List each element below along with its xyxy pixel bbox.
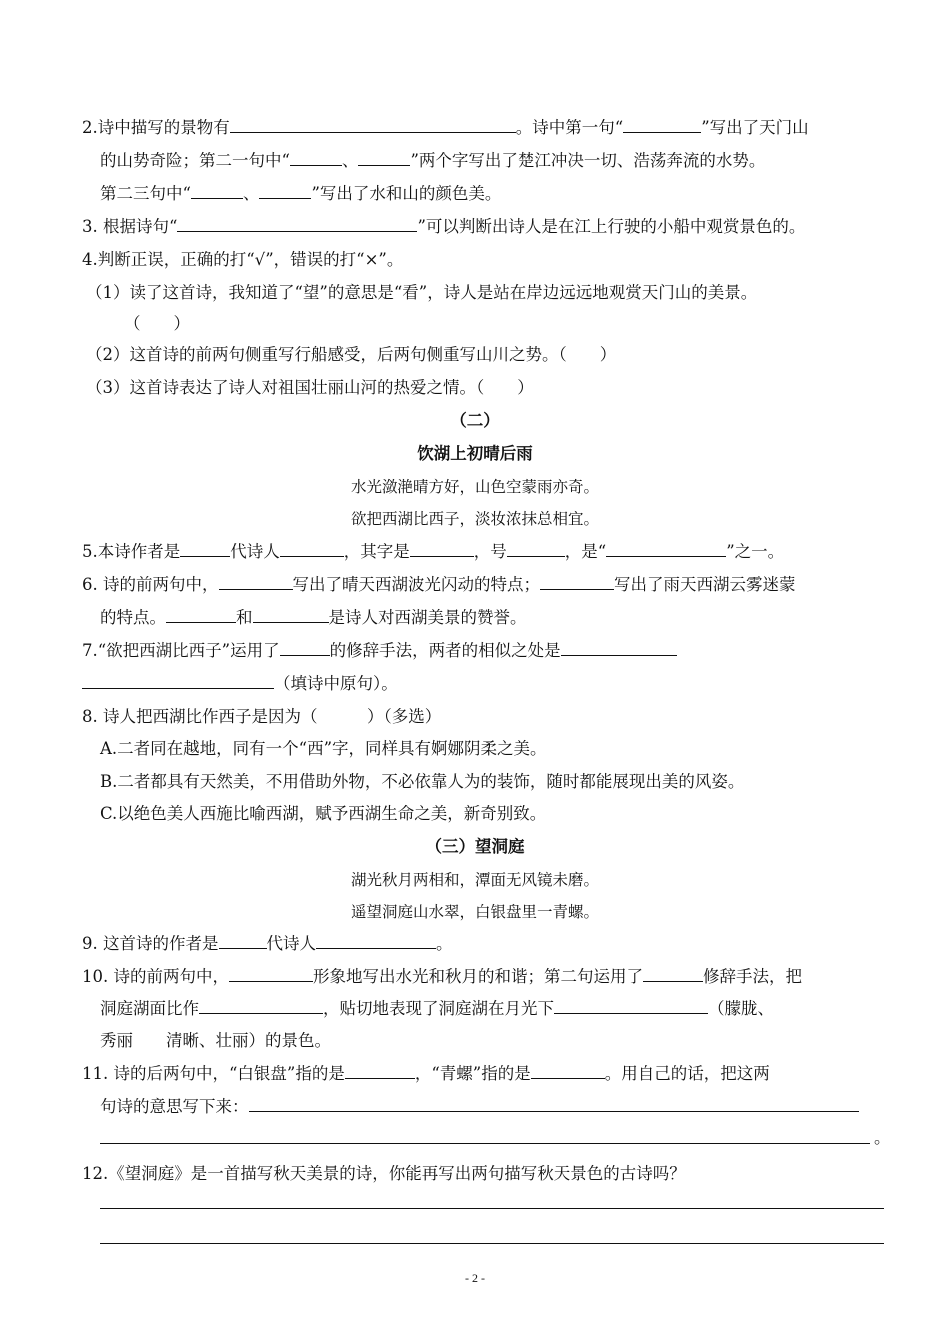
q4-statement-3: （3）这首诗表达了诗人对祖国壮丽山河的热爱之情。（ ） [86, 378, 534, 397]
q12-answer-line-2[interactable] [100, 1243, 884, 1244]
answer-blank[interactable] [410, 541, 474, 557]
answer-blank[interactable] [290, 150, 342, 166]
q4-statement-1: （1）读了这首诗，我知道了“望”的意思是“看”，诗人是站在岸边远远地观赏天门山的美景。 [86, 283, 758, 302]
section-3-heading: （三）望洞庭 [425, 837, 525, 856]
q8-option-a[interactable]: A.二者同在越地，同有一个“西”字，同样具有婀娜阴柔之美。 [100, 739, 547, 758]
answer-blank[interactable] [507, 541, 565, 557]
section-2-heading: （二） [450, 411, 500, 430]
q3-line: 3. 根据诗句“ ”可以判断出诗人是在江上行驶的小船中观赏景色的。 [82, 217, 806, 236]
q8-title: 8. 诗人把西湖比作西子是因为（ ）（多选） [82, 707, 442, 726]
q5-line: 5.本诗作者是 代诗人 ，其字是 ，号 ，是“ ”之一。 [82, 542, 785, 561]
answer-blank[interactable] [561, 640, 677, 656]
q6-line2: 的特点。 和 是诗人对西湖美景的赞誉。 [100, 608, 527, 627]
answer-blank[interactable] [249, 1096, 859, 1112]
q8-option-c[interactable]: C.以绝色美人西施比喻西湖，赋予西湖生命之美，新奇别致。 [100, 804, 547, 823]
answer-blank[interactable] [229, 966, 313, 982]
answer-blank[interactable] [219, 574, 293, 590]
q4-statement-2: （2）这首诗的前两句侧重写行船感受，后两句侧重写山川之势。（ ） [86, 345, 617, 364]
q2-line1: 2.诗中描写的景物有 。诗中第一句“ ”写出了天门山 [82, 118, 809, 137]
q10-line1: 10. 诗的前两句中， 形象地写出水光和秋月的和谐；第二句运用了 修辞手法，把 [82, 967, 802, 986]
q11-line1: 11. 诗的后两句中，“白银盘”指的是 ，“青螺”指的是 。用自己的话，把这两 [82, 1064, 770, 1083]
answer-blank[interactable] [191, 183, 243, 199]
answer-blank[interactable] [623, 117, 701, 133]
q11-line2: 句诗的意思写下来： [100, 1096, 859, 1118]
q4-title: 4.判断正误，正确的打“√”，错误的打“×”。 [82, 250, 404, 269]
poem-title: 饮湖上初晴后雨 [417, 444, 533, 463]
q2-line2: 的山势奇险；第二一句中“ 、 ”两个字写出了楚江冲决一切、浩荡奔流的水势。 [100, 151, 766, 170]
q12-answer-line-1[interactable] [100, 1208, 884, 1209]
q4-statement-1-bracket[interactable]: （ ） [124, 314, 190, 333]
answer-blank[interactable] [606, 541, 726, 557]
page-number: - 2 - [465, 1271, 485, 1285]
answer-blank[interactable] [199, 998, 323, 1014]
answer-blank[interactable] [82, 673, 274, 689]
answer-blank[interactable] [180, 541, 230, 557]
answer-blank[interactable] [280, 541, 344, 557]
answer-blank[interactable] [253, 607, 329, 623]
poem-line-1: 水光潋滟晴方好，山色空蒙雨亦奇。 [350, 478, 599, 496]
answer-blank[interactable] [230, 117, 516, 133]
answer-blank[interactable] [345, 1063, 415, 1079]
answer-blank[interactable] [259, 183, 311, 199]
q11-period: 。 [874, 1128, 891, 1147]
q10-line3: 秀丽 清晰、壮丽）的景色。 [100, 1031, 331, 1050]
answer-blank[interactable] [540, 574, 614, 590]
answer-blank[interactable] [219, 933, 267, 949]
answer-blank[interactable] [280, 640, 330, 656]
poem-line-2: 欲把西湖比西子，淡妆浓抹总相宜。 [350, 510, 599, 528]
q8-option-b[interactable]: B.二者都具有天然美，不用借助外物，不必依靠人为的装饰，随时都能展现出美的风姿。 [100, 772, 745, 791]
q10-line2: 洞庭湖面比作 ，贴切地表现了洞庭湖在月光下 （朦胧、 [100, 999, 774, 1018]
answer-blank[interactable] [554, 998, 708, 1014]
poem3-line-2: 遥望洞庭山水翠，白银盘里一青螺。 [350, 903, 599, 921]
q11-answer-line[interactable] [100, 1143, 870, 1144]
answer-blank[interactable] [643, 966, 703, 982]
answer-blank[interactable] [177, 216, 417, 232]
q12-question: 12.《望洞庭》是一首描写秋天美景的诗，你能再写出两句描写秋天景色的古诗吗？ [82, 1164, 686, 1183]
poem3-line-1: 湖光秋月两相和，潭面无风镜未磨。 [350, 871, 599, 889]
answer-blank[interactable] [358, 150, 410, 166]
q2-line3: 第二三句中“ 、 ”写出了水和山的颜色美。 [100, 184, 502, 203]
q7-line1: 7.“欲把西湖比西子”运用了 的修辞手法，两者的相似之处是 [82, 640, 677, 662]
q9-line: 9. 这首诗的作者是 代诗人 。 [82, 934, 453, 953]
q7-line2: （填诗中原句）。 [82, 673, 398, 695]
q6-line1: 6. 诗的前两句中， 写出了晴天西湖波光闪动的特点； 写出了雨天西湖云雾迷蒙 [82, 575, 796, 594]
answer-blank[interactable] [531, 1063, 605, 1079]
answer-blank[interactable] [316, 933, 436, 949]
answer-blank[interactable] [166, 607, 236, 623]
